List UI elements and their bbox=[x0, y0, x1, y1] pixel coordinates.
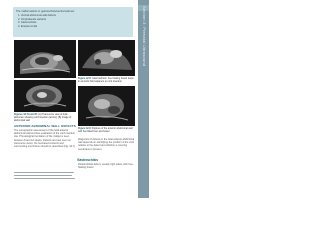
ultrasound-image-d bbox=[78, 86, 135, 126]
intro-line: 3. Gastroschisis bbox=[18, 21, 37, 24]
figure-caption-1 bbox=[14, 113, 76, 123]
ultrasound-scan-b-graphic bbox=[14, 80, 76, 112]
caption-label: Figure 42.9: bbox=[78, 127, 92, 130]
ultrasound-image-b bbox=[14, 80, 76, 112]
intro-line: 4. Ectopia cordis bbox=[18, 24, 38, 28]
caption-text: Rupture of the anterior abdominal wall with herniated liver and bowel bbox=[78, 127, 133, 133]
section-heading: ANTERIOR ABDOMINAL WALL DEFECTS bbox=[14, 124, 76, 128]
gastroschisis-paragraph: Paraumbilical defect, usually right sided, with free-floating bowel. bbox=[78, 163, 134, 170]
ultrasound-scan-a-graphic bbox=[14, 40, 76, 78]
text-line-bar bbox=[14, 178, 75, 179]
text-line-bar bbox=[14, 172, 74, 173]
caption-label: Figures 42.7A and B: bbox=[14, 113, 38, 116]
section-paragraph: The sonographic assessment of the fetal anterior abdominal wall involves evaluation of the cord insertion site. Physiological herniation of the midgut is seen between 8 and 12 weeks. Defects are best seen on transverse views; the herniated contents and surrounding membrane should be described (Fig. 42.7). bbox=[14, 129, 76, 149]
ultrasound-scan-d-graphic bbox=[78, 86, 135, 126]
intro-line: 2. Omphalocele variants bbox=[18, 17, 46, 21]
gastroschisis-subheading: Gastroschisis bbox=[77, 158, 99, 162]
text-line-bar bbox=[14, 175, 72, 176]
intro-line: The malformations in gastroschisis/ventral wall are: bbox=[16, 10, 75, 13]
intro-line: 1. Ventral abdominal wall defects bbox=[18, 14, 56, 17]
ultrasound-image-a bbox=[14, 40, 76, 78]
caption-text: Gastroschisis: free floating bowel loops in amniotic fluid adjacent to cord insertion bbox=[78, 77, 134, 83]
figure-caption-2 bbox=[78, 77, 135, 85]
ultrasound-scan-c-graphic bbox=[78, 40, 135, 76]
side-running-text: Section 3: Prenatal Ultrasound bbox=[142, 6, 147, 67]
intro-box bbox=[13, 7, 133, 37]
caption-label: Figure 42.8: bbox=[78, 77, 92, 80]
caption-text: (A) Transverse view of fetal abdomen showing cord insertion (arrow); (B) Image of abdominal wall bbox=[14, 113, 72, 122]
figure-caption-3 bbox=[78, 127, 135, 136]
right-paragraph: Diagnosis of defects in the fetal anterior abdominal wall depends on identifying the position of the cord relative to the defect and whether a covering membrane is present. bbox=[78, 138, 135, 151]
ultrasound-image-c bbox=[78, 40, 135, 76]
